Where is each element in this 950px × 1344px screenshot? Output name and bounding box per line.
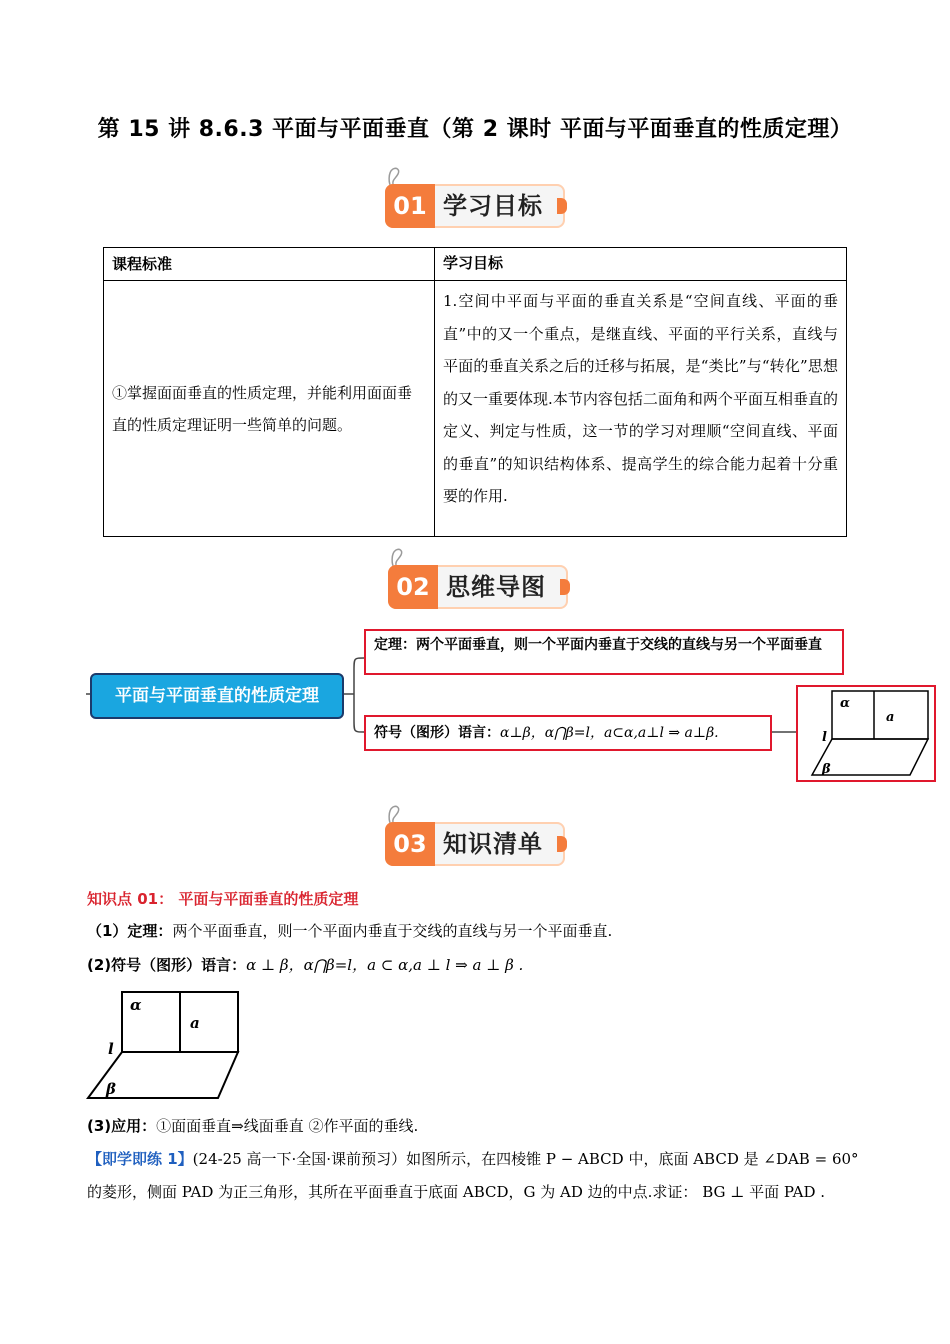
item1-label: （1）定理： (87, 922, 173, 940)
symbol-label: 符号（图形）语言： (374, 725, 500, 741)
section-label: 学习目标 (443, 192, 543, 220)
symbol-expr: α⊥β，α⋂β=l，a⊂α,a⊥l ⇒ a⊥β. (500, 725, 719, 741)
page-title: 第 15 讲 8.6.3 平面与平面垂直（第 2 课时 平面与平面垂直的性质定理） (97, 117, 853, 142)
label-l: l (108, 1040, 114, 1058)
label-a: a (190, 1014, 200, 1032)
label-a: a (886, 710, 895, 725)
mindmap-symbol (364, 715, 772, 751)
plane-diagram (798, 687, 934, 780)
exercise-line-2: 的菱形，侧面 PAD 为正三角形，其所在平面垂直于底面 ABCD，G 为 AD 边的中点.求证： BG ⊥ 平面 PAD . (87, 1183, 826, 1201)
knowledge-plane-diagram (84, 990, 244, 1102)
label-alpha: α (130, 996, 142, 1014)
knowledge-item-1 (87, 915, 612, 947)
exercise-line-1 (87, 1143, 877, 1175)
section-label: 知识清单 (443, 830, 543, 858)
item3-label: (3)应用： (87, 1117, 157, 1135)
label-beta: β (822, 762, 831, 777)
knowledge-point-title: 知识点 01： 平面与平面垂直的性质定理 (87, 890, 359, 908)
section-banner-02 (388, 561, 578, 609)
section-number: 03 (385, 822, 435, 866)
knowledge-item-2 (87, 949, 523, 981)
knowledge-item-3 (87, 1110, 418, 1142)
section-number: 02 (388, 565, 438, 609)
section-banner-03 (385, 818, 575, 866)
item3-text: ①面面垂直⇒线面垂直 ②作平面的垂线. (156, 1117, 419, 1135)
table-header-standard: 课程标准 (104, 248, 435, 281)
goal-cell: 1.空间中平面与平面的垂直关系是“空间直线、平面的垂直”中的又一个重点，是继直线、平面的平行关系，直线与平面的垂直关系之后的迁移与拓展，是“类比”与“转化”思想的又一重要体现.本节内容包括二面角和两个平面互相垂直的定义、判定与性质，这一节的学习对理顺“空间直线、平面的垂直”的知识结构体系、提高学生的综合能力起着十分重要的作用. (435, 281, 847, 537)
mindmap-root: 平面与平面垂直的性质定理 (90, 673, 344, 719)
item2-label: (2)符号（图形）语言： (87, 956, 247, 974)
item1-text: 两个平面垂直，则一个平面内垂直于交线的直线与另一个平面垂直. (172, 922, 613, 940)
exercise-tag: 【即学即练 1】 (87, 1150, 193, 1168)
mindmap-theorem: 定理：两个平面垂直，则一个平面内垂直于交线的直线与另一个平面垂直 (364, 629, 844, 675)
mindmap-figure-box (796, 685, 936, 782)
standard-cell: ①掌握面面垂直的性质定理，并能利用面面垂直的性质定理证明一些简单的问题。 (104, 281, 435, 537)
section-banner-01 (385, 180, 575, 228)
exercise-text-1: (24-25 高一下·全国·课前预习）如图所示，在四棱锥 P − ABCD 中，底面 ABCD 是 ∠DAB = 60° (192, 1150, 859, 1168)
table-header-goal: 学习目标 (435, 248, 847, 281)
label-alpha: α (840, 696, 851, 711)
section-label: 思维导图 (446, 573, 546, 601)
item2-expr: α ⊥ β，α⋂β=l，a ⊂ α,a ⊥ l ⇒ a ⊥ β . (246, 956, 524, 974)
section-number: 01 (385, 184, 435, 228)
objectives-table (103, 247, 847, 537)
label-beta: β (106, 1080, 116, 1098)
label-l: l (822, 730, 827, 745)
